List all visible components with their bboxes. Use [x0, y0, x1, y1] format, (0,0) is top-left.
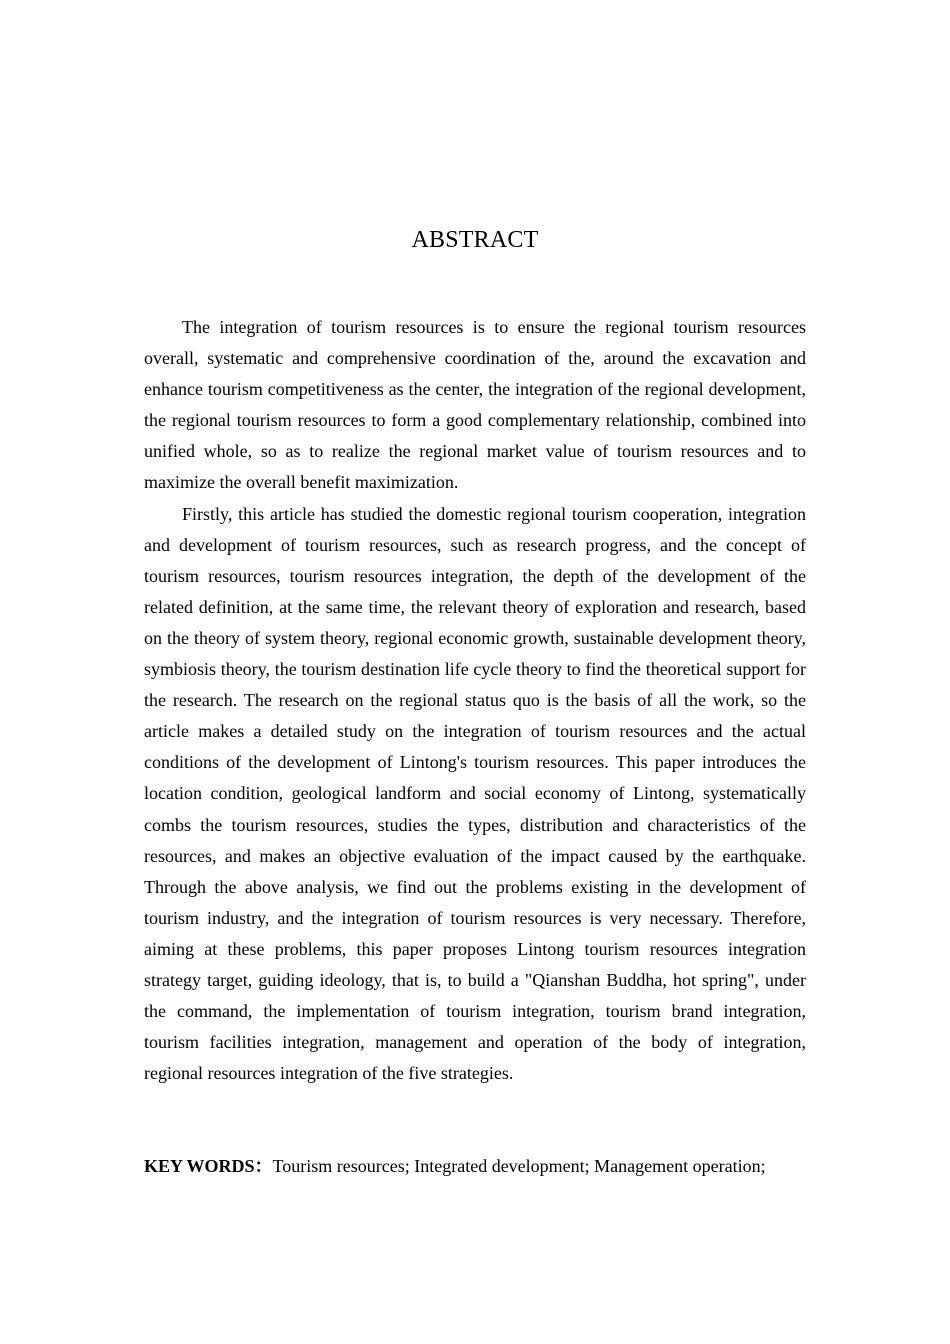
abstract-paragraph-1: The integration of tourism resources is to ensure the regional tourism resources overall, systematic and comprehensive coordination of the, around the excavation and enhance tourism competitiveness as the center, the integration of the regional development, the regional tourism resources to form a good complementary relationship, combined into unified whole, so as to realize the regional market value of tourism resources and to maximize the overall benefit maximization. — [144, 317, 806, 493]
keywords-label: KEY WORDS： — [144, 1156, 273, 1176]
abstract-title: ABSTRACT — [411, 227, 539, 253]
keywords-text: Tourism resources; Integrated development; Management operation; — [272, 1156, 766, 1176]
keywords-line — [144, 1151, 824, 1182]
abstract-body — [144, 312, 806, 1089]
abstract-paragraph-2: Firstly, this article has studied the domestic regional tourism cooperation, integration and development of tourism resources, such as research progress, and the concept of tourism resources, tourism resources integration, the depth of the development of the related definition, at the same time, the relevant theory of exploration and research, based on the theory of system theory, regional economic growth, sustainable development theory, symbiosis theory, the tourism destination life cycle theory to find the theoretical support for the research. The research on the regional status quo is the basis of all the work, so the article makes a detailed study on the integration of tourism resources and the actual conditions of the development of Lintong's tourism resources. This paper introduces the location condition, geological landform and social economy of Lintong, systematically combs the tourism resources, studies the types, distribution and characteristics of the resources, and makes an objective evaluation of the impact caused by the earthquake. Through the above analysis, we find out the problems existing in the development of tourism industry, and the integration of tourism resources is very necessary. Therefore, aiming at these problems, this paper proposes Lintong tourism resources integration strategy target, guiding ideology, that is, to build a "Qianshan Buddha, hot spring", under the command, the implementation of tourism integration, tourism brand integration, tourism facilities integration, management and operation of the body of integration, regional resources integration of the five strategies. — [144, 503, 806, 1084]
